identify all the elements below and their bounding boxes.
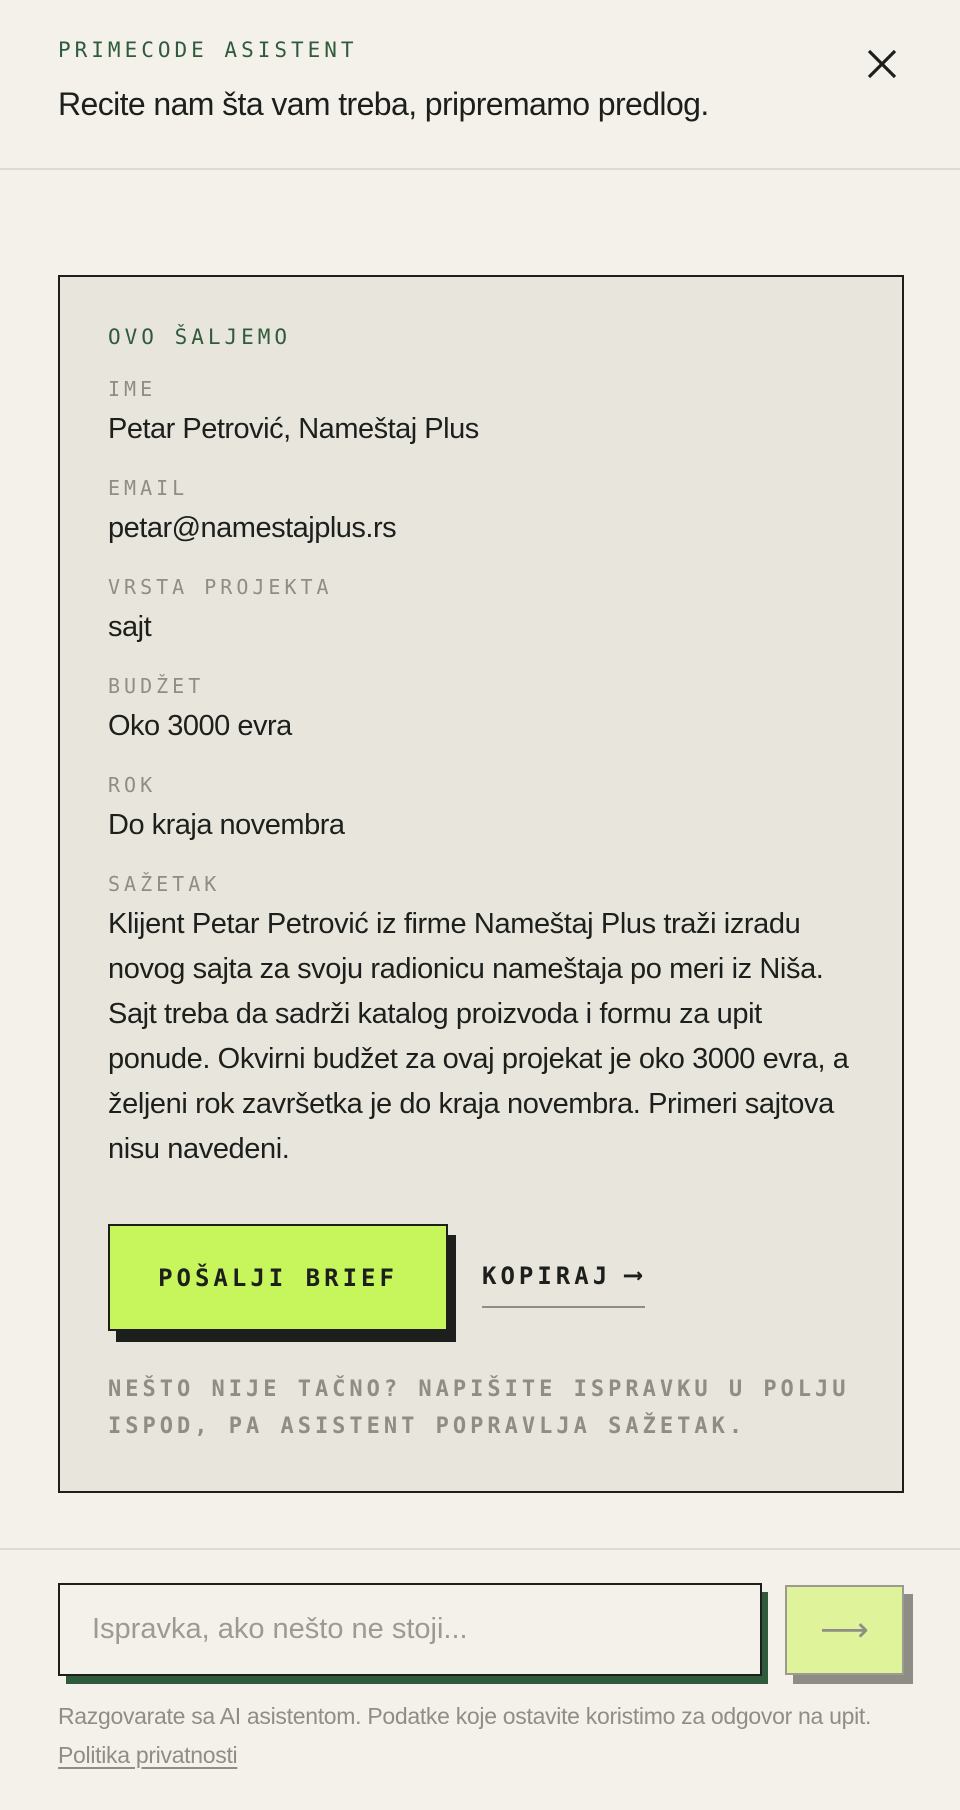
- field-label: VRSTA PROJEKTA: [108, 575, 333, 599]
- copy-link[interactable]: [482, 1262, 645, 1308]
- privacy-policy-link[interactable]: Politika privatnosti: [58, 1742, 238, 1768]
- close-button[interactable]: [864, 46, 900, 82]
- brief-card: [58, 275, 904, 1493]
- field-label: BUDŽET: [108, 674, 205, 698]
- send-brief-button[interactable]: POŠALJI BRIEF: [108, 1224, 448, 1331]
- field-budget: [108, 672, 292, 744]
- field-label: EMAIL: [108, 476, 189, 500]
- disclaimer-text: Razgovarate sa AI asistentom. Podatke koje ostavite koristimo za odgovor na upit.: [58, 1703, 872, 1729]
- arrow-right-icon: ⟶: [625, 1260, 641, 1290]
- divider: [0, 1548, 960, 1550]
- field-value: Oko 3000 evra: [108, 710, 292, 742]
- field-summary: [108, 870, 868, 1172]
- field-deadline: [108, 771, 345, 843]
- field-value: Do kraja novembra: [108, 809, 345, 841]
- page-title: Recite nam šta vam treba, pripremamo predlog.: [58, 86, 709, 122]
- arrow-right-icon: ⟶: [820, 1611, 869, 1649]
- field-value: petar@namestajplus.rs: [108, 512, 397, 544]
- section-title: OVO ŠALJEMO: [108, 325, 292, 349]
- submit-button[interactable]: [785, 1585, 904, 1675]
- field-label: IME: [108, 377, 157, 401]
- copy-link-label: KOPIRAJ: [482, 1262, 612, 1290]
- correction-input[interactable]: [58, 1583, 762, 1676]
- field-value: sajt: [108, 611, 152, 643]
- field-value: Petar Petrović, Nameštaj Plus: [108, 413, 479, 445]
- field-email: [108, 474, 396, 546]
- field-label: ROK: [108, 773, 157, 797]
- header: [0, 0, 960, 170]
- field-project-type: [108, 573, 333, 645]
- summary-text: Klijent Petar Petrović iz firme Nameštaj Plus traži izradu novog sajta za svoju radionicu nameštaja po meri iz Niša. Sajt treba da sadrži katalog proizvoda i formu za upit ponude. Okvirni budžet za ovaj projekat je oko 3000 evra, a željeni rok završetka je do kraja novembra. Primeri sajtova nisu navedeni.: [108, 908, 849, 1165]
- brand-label: PRIMECODE ASISTENT: [58, 38, 358, 62]
- field-name: [108, 375, 479, 447]
- field-label: SAŽETAK: [108, 872, 221, 896]
- close-icon[interactable]: [864, 46, 900, 82]
- correction-hint: NEŠTO NIJE TAČNO? NAPIŠITE ISPRAVKU U POLJU ISPOD, PA ASISTENT POPRAVLJA SAŽETAK.: [108, 1377, 850, 1439]
